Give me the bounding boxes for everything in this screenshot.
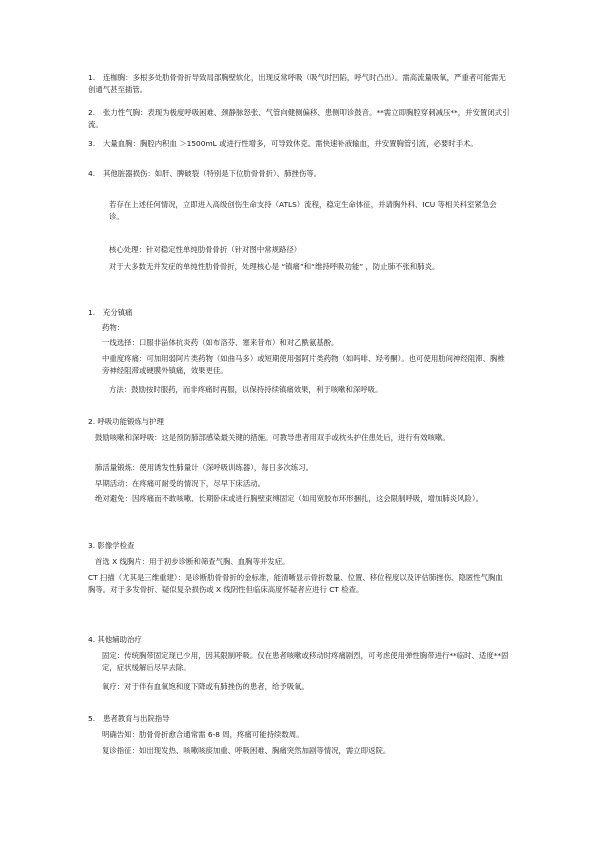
- section-2-line-4: 绝对避免：因疼痛而不敢咳嗽、长期卧床或进行胸壁束缚固定（如用宽胶布环形捆扎，这会限制呼吸，增加肺炎风险）。: [95, 494, 484, 503]
- section-5-title: [88, 713, 510, 725]
- list-number: 2.: [88, 108, 96, 117]
- section-4-line-2: 氧疗：对于伴有血氧饱和度下降或有肺挫伤的患者，给予吸氧。: [102, 682, 309, 691]
- section-1-method: 方法：鼓励按时服药，而非疼痛时再服，以保持持续镇痛效果，利于咳嗽和深呼吸。: [109, 385, 383, 394]
- core-intro: 对于大多数无并发症的单纯性肋骨骨折，处理核心是 “镇痛”和“维持呼吸功能” ，防止肺不张和肺炎。: [109, 262, 440, 271]
- list-number: 4.: [88, 169, 96, 178]
- critical-item-2: [88, 107, 510, 130]
- critical-item-4: [88, 168, 510, 180]
- critical-item-1: [88, 72, 510, 95]
- list-text: 大量血胸：胸腔内积血 ＞1500mL 或进行性增多，可导致休克。需快速补液输血，并安置胸管引流，必要时手术。: [103, 139, 478, 148]
- section-1-line-2: 中重度疼痛：可加用弱阿片类药物（如曲马多）或短期使用强阿片类药物（如吗啡、羟考酮）。也可使用肋间神经阻滞、胸椎旁神经阻滞或硬膜外镇痛，效果更佳。: [102, 354, 505, 375]
- list-text: 连枷胸：多根多处肋骨骨折导致局部胸壁软化，出现反常呼吸（吸气时凹陷，呼气时凸出）。需高流量吸氧，严重者可能需无创通气甚至插管。: [88, 73, 506, 94]
- core-heading: 核心处理：针对稳定性单纯肋骨骨折（针对图中常规路径）: [109, 245, 302, 254]
- section-1-title: [88, 307, 510, 319]
- section-number: 5.: [88, 714, 96, 723]
- section-1-line-1: 一线选择：口服非甾体抗炎药（如布洛芬、塞来昔布）和对乙酰氨基酚。: [102, 338, 339, 347]
- list-text: 其他脏器损伤：如肝、脾破裂（特别是下位肋骨骨折）、肺挫伤等。: [103, 169, 322, 178]
- section-3-line-1: 首选 X 线胸片：用于初步诊断和筛查气胸、血胸等并发症。: [95, 557, 290, 566]
- section-title: 充分镇痛: [103, 308, 133, 317]
- section-5-line-1: 明确告知：肋骨骨折愈合通常需 6-8 周，疼痛可能持续数周。: [102, 730, 304, 739]
- section-4-title: 4. 其他辅助治疗: [88, 635, 142, 644]
- section-number: 1.: [88, 308, 96, 317]
- section-1-drugs-label: 药物：: [102, 323, 125, 332]
- list-number: 1.: [88, 73, 96, 82]
- section-2-title: 2. 呼吸功能锻炼与护理: [88, 417, 164, 426]
- critical-item-3: [88, 138, 510, 150]
- section-title: 患者教育与出院指导: [103, 714, 170, 723]
- list-number: 3.: [88, 139, 96, 148]
- emergency-note: 若存在上述任何情况，立即进入高级创伤生命支持（ATLS）流程，稳定生命体征，并请胸外科、ICU 等相关科室紧急会诊。: [109, 200, 497, 221]
- section-2-line-2: 肺活量锻炼：使用诱发性肺量计（深呼吸训练器），每日多次练习。: [95, 463, 314, 472]
- section-3-line-2: CT 扫描（尤其是三维重建）：是诊断肋骨骨折的金标准，能清晰显示骨折数量、位置、移位程度以及评估肺挫伤、隐匿性气胸血胸等。对于多发骨折、疑似复杂损伤或 X 线阴性但临床高度怀疑者应进行 CT 检查。: [88, 573, 503, 594]
- section-4-line-1: 固定：传统胸带固定现已少用，因其限制呼吸。仅在患者咳嗽或移动时疼痛剧烈，可考虑使用弹性胸带进行**临时、适度**固定，症状缓解后尽早去除。: [102, 651, 509, 672]
- list-text: 张力性气胸：表现为极度呼吸困难、颈静脉怒张、气管向健侧偏移、患侧叩诊鼓音。**需立即胸腔穿刺减压**，并安置闭式引流。: [88, 108, 510, 129]
- section-2-line-3: 早期活动：在疼痛可耐受的情况下，尽早下床活动。: [95, 479, 265, 488]
- section-3-title: 3. 影像学检查: [88, 541, 135, 550]
- section-5-line-2: 复诊指征：如出现发热、咳嗽咳痰加重、呼吸困难、胸痛突然加剧等情况，需立即返院。: [102, 746, 391, 755]
- section-2-line-1: 鼓励咳嗽和深呼吸：这是预防肺部感染最关键的措施。可教导患者用双手或枕头护住患处后，进行有效咳嗽。: [95, 433, 450, 442]
